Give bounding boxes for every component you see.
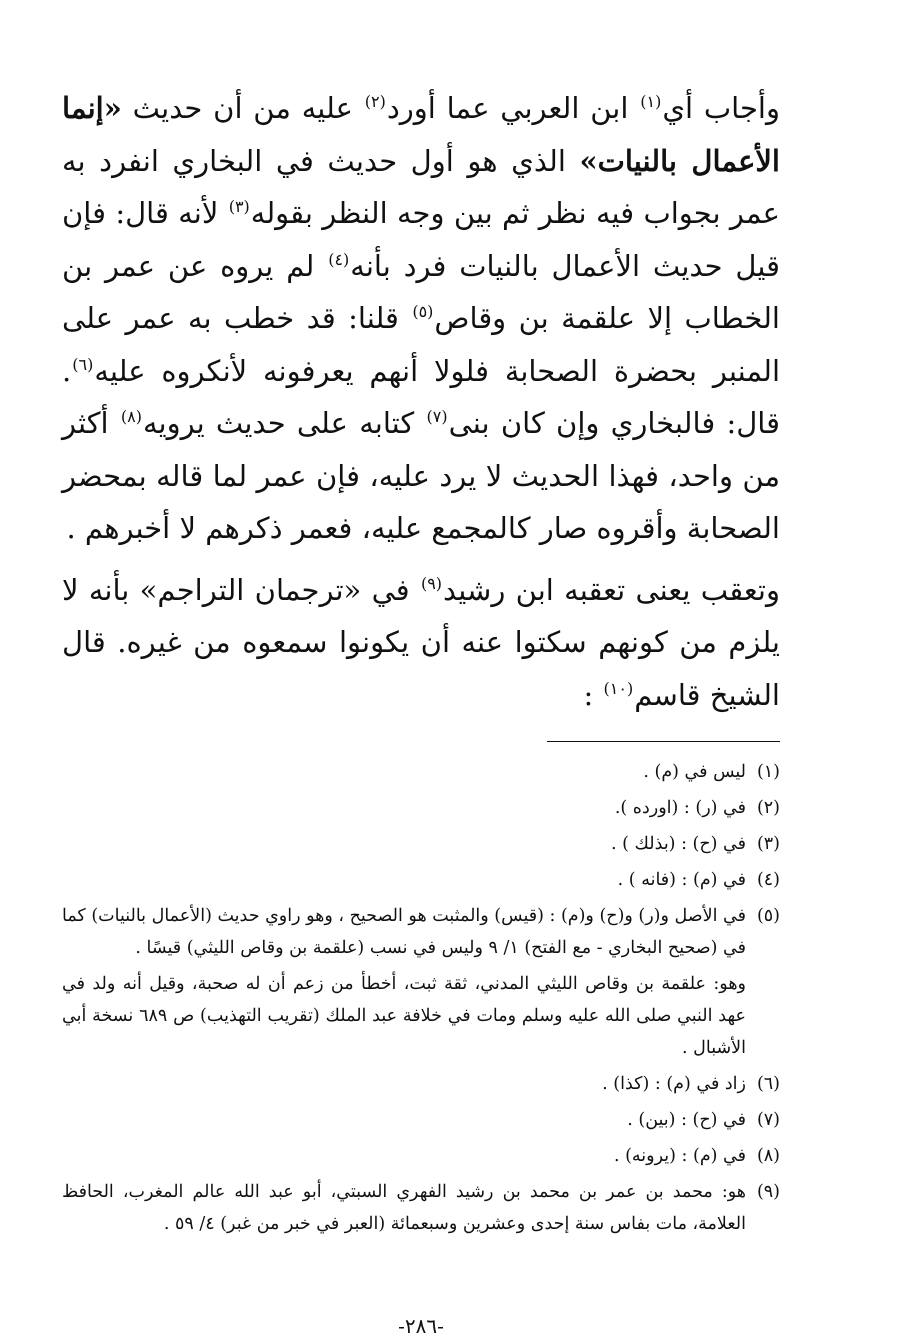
text-segment: : — [583, 677, 603, 712]
footnote-text: في (م) : (يرونه) . — [613, 1146, 746, 1166]
footnote-number: (٤) — [756, 870, 780, 890]
footnote-5 — [62, 900, 780, 964]
text-segment: وأجاب أي — [662, 91, 780, 125]
footnote-ref-5: (٥) — [412, 302, 434, 322]
footnote-text: في (ح) : (بين) . — [627, 1110, 746, 1130]
footnote-text: ليس في (م) . — [643, 762, 746, 782]
footnote-text: في الأصل و(ر) و(ح) و(م) : (قيس) والمثبت هو الصحيح ، وهو راوي حديث (الأعمال بالنيات) كما في (صحيح البخاري - مع الفتح) ١/ ٩ وليس في نسب (علقمة بن وقاص الليثي) قيسًا . — [61, 906, 746, 958]
footnote-ref-9: (٩) — [420, 573, 443, 593]
footnote-4 — [62, 864, 780, 896]
hadith-title: «إنما الأعمال بالنيات» — [62, 91, 780, 178]
footnote-2 — [62, 792, 780, 824]
footnote-7 — [62, 1104, 780, 1136]
footnote-text: هو: محمد بن عمر بن محمد بن رشيد الفهري السبتي، أبو عبد الله عالم المغرب، الحافظ العلامة، مات بفاس سنة إحدى وعشرين وسبعمائة (العبر في خبر من غبر) ٤/ ٥٩ . — [62, 1182, 746, 1234]
text-segment: لأنه قال: فإن قيل حديث الأعمال بالنيات فرد بأنه — [62, 196, 780, 283]
footnote-6 — [62, 1068, 780, 1100]
text-segment: لم يروه عن عمر بن الخطاب إلا علقمة بن وقاص — [62, 248, 780, 335]
page-number: -٢٨٦- — [398, 1314, 444, 1338]
footnote-ref-4: (٤) — [328, 249, 350, 269]
text-segment: . قال: فالبخاري وإن كان بنى — [62, 353, 780, 440]
footnote-number: (٧) — [756, 1110, 780, 1130]
footnote-number: (٦) — [756, 1074, 780, 1094]
text-segment: وتعقب يعنى تعقبه ابن رشيد — [443, 572, 780, 607]
main-text — [62, 82, 780, 721]
footnote-number: (٥) — [756, 906, 780, 926]
footnote-number: (٢) — [756, 798, 780, 818]
footnote-ref-8: (٨) — [120, 407, 142, 427]
footnote-ref-6: (٦) — [72, 354, 94, 374]
text-segment: كتابه على حديث يرويه — [142, 406, 426, 440]
footnote-text: في (ح) : (بذلك ) . — [611, 834, 746, 854]
footnote-text: زاد في (م) : (كذا) . — [602, 1074, 746, 1094]
footnote-number: (٩) — [756, 1182, 780, 1202]
footnote-divider — [547, 741, 780, 742]
footnote-8 — [62, 1140, 780, 1172]
page-body — [61, 82, 780, 1338]
footnote-text: في (ر) : (اورده ). — [614, 798, 746, 818]
footnote-ref-2: (٢) — [364, 92, 386, 112]
text-segment: أكثر من واحد، فهذا الحديث لا يرد عليه، فإن عمر لما قاله بمحضر الصحابة وأقروه صار كالمجمع عليه، فعمر ذكرهم لا أخبرهم . — [62, 406, 780, 545]
footnote-ref-10: (١٠) — [603, 678, 634, 698]
text-segment: ابن العربي عما أورد — [386, 91, 640, 125]
text-segment: في «ترجمان التراجم» بأنه لا يلزم من كونهم سكتوا عنه أن يكونوا سمعوه من غيره. قال الشيخ قاسم — [62, 572, 780, 712]
footnote-9 — [62, 1176, 780, 1240]
footnote-number: (٣) — [756, 834, 780, 854]
text-segment: قلنا: قد خطب به عمر على المنبر بحضرة الصحابة فلولا أنهم يعرفونه لأنكروه عليه — [62, 301, 780, 388]
footnote-3 — [62, 828, 780, 860]
footnote-ref-7: (٧) — [426, 407, 448, 427]
footnote-5-continuation: وهو: علقمة بن وقاص الليثي المدني، ثقة ثبت، أخطأ من زعم أن له صحبة، وقيل أنه ولد في عهد النبي صلى الله عليه وسلم ومات في خلافة عبد الملك (تقريب التهذيب) ص ٦٨٩ نسخة أبي الأشبال . — [62, 974, 747, 1058]
paragraph-1 — [62, 82, 780, 555]
footnote-1 — [62, 756, 780, 788]
text-segment: الذي هو أول حديث في البخاري انفرد به عمر بجواب فيه نظر ثم بين وجه النظر بقوله — [62, 143, 780, 230]
footnote-ref-1: (١) — [640, 92, 662, 112]
paragraph-2 — [62, 564, 780, 722]
footnote-text: في (م) : (فانه ) . — [617, 870, 746, 890]
footnote-ref-3: (٣) — [228, 197, 250, 217]
footnotes — [62, 756, 780, 1240]
footnote-number: (٨) — [756, 1146, 780, 1166]
footnote-number: (١) — [756, 762, 780, 782]
text-segment: عليه من أن حديث — [121, 91, 364, 125]
